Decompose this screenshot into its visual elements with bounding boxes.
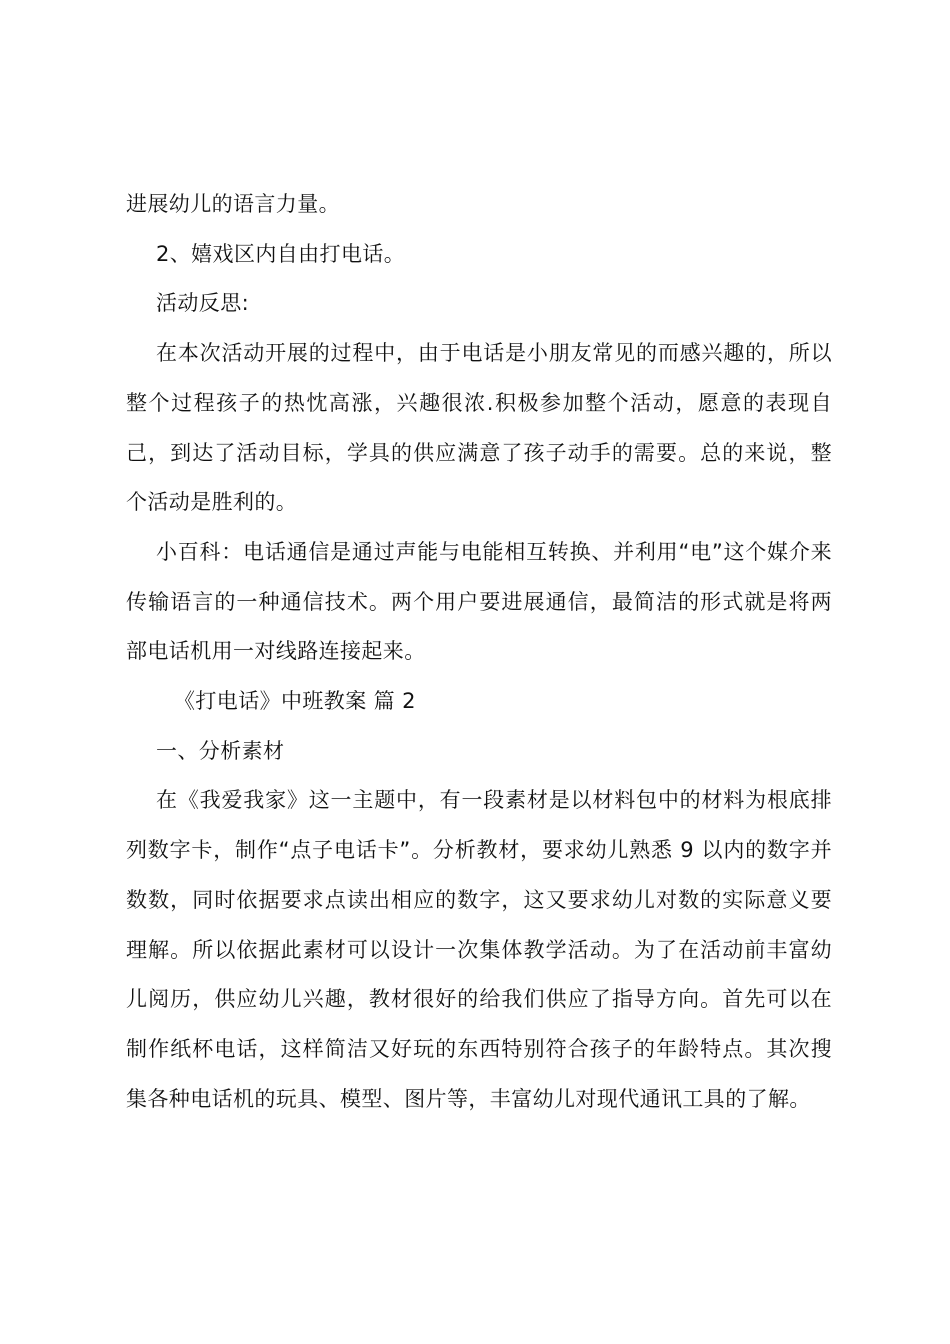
paragraph-encyclopedia: 小百科：电话通信是通过声能与电能相互转换、并利用“电”这个媒介来传输语言的一种通信技术。两个用户要进展通信，最简洁的形式就是将两部电话机用一对线路连接起来。 bbox=[126, 539, 832, 664]
section-label-reflection: 活动反思: bbox=[156, 291, 250, 316]
document-body bbox=[126, 180, 832, 1124]
section-heading-analysis: 一、分析素材 bbox=[156, 738, 285, 763]
paragraph-analysis: 在《我爱我家》这一主题中，有一段素材是以材料包中的材料为根底排列数字卡，制作“点子电话卡”。分析教材，要求幼儿熟悉 9 以内的数字并数数，同时依据要求点读出相应的数字，这又要求幼儿对数的实际意义要理解。所以依据此素材可以设计一次集体教学活动。为了在活动前丰富幼儿阅历，供应幼儿兴趣，教材很好的给我们供应了指导方向。首先可以在制作纸杯电话，这样简洁又好玩的东西特别符合孩子的年龄特点。其次搜集各种电话机的玩具、模型、图片等，丰富幼儿对现代通讯工具的了解。 bbox=[126, 788, 832, 1111]
paragraph-step-2: 2、嬉戏区内自由打电话。 bbox=[156, 241, 406, 266]
paragraph-reflection: 在本次活动开展的过程中，由于电话是小朋友常见的而感兴趣的，所以整个过程孩子的热忱高涨，兴趣很浓.积极参加整个活动，愿意的表现自己，到达了活动目标，学具的供应满意了孩子动手的需要。总的来说，整个活动是胜利的。 bbox=[126, 341, 832, 515]
paragraph-continuation: 进展幼儿的语言力量。 bbox=[126, 192, 340, 216]
section-title: 《打电话》中班教案 篇 2 bbox=[174, 689, 416, 714]
